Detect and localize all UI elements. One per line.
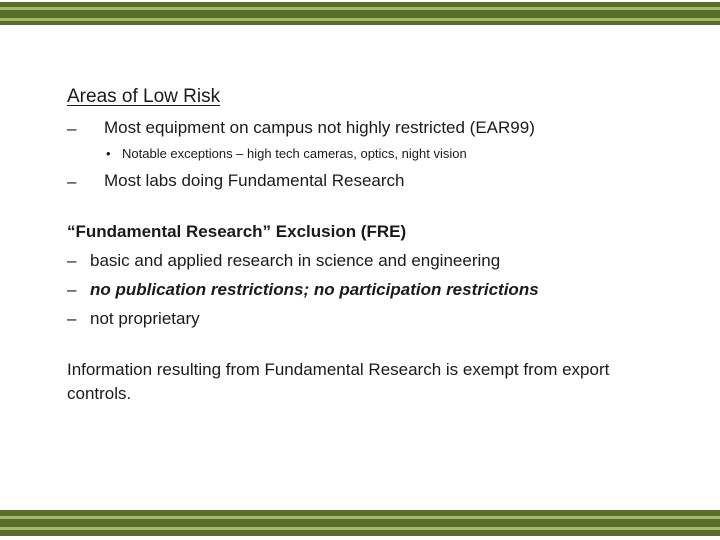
fre-item-basic-research: basic and applied research in science and engineering [90, 251, 501, 270]
low-risk-item-equipment: Most equipment on campus not highly restricted (EAR99) [104, 118, 535, 137]
fre-item-no-restrictions: no publication restrictions; no participation restrictions [90, 280, 539, 299]
fre-item-not-proprietary: not proprietary [90, 309, 200, 328]
bottom-stripe-band [0, 508, 720, 540]
dash-marker: – [67, 172, 77, 191]
dash-marker: – [67, 251, 77, 270]
dash-marker: – [67, 280, 77, 299]
low-risk-sub-exceptions: Notable exceptions – high tech cameras, optics, night vision [122, 146, 467, 161]
bullet-marker: • [106, 146, 111, 161]
top-stripe-band [0, 0, 720, 26]
low-risk-heading: Areas of Low Risk [67, 86, 221, 107]
fre-heading: “Fundamental Research” Exclusion (FRE) [67, 222, 407, 241]
dash-marker: – [67, 309, 77, 328]
dash-marker: – [67, 119, 77, 138]
conclusion-paragraph: Information resulting from Fundamental Research is exempt from export controls. [67, 360, 610, 403]
low-risk-item-labs: Most labs doing Fundamental Research [104, 171, 405, 190]
